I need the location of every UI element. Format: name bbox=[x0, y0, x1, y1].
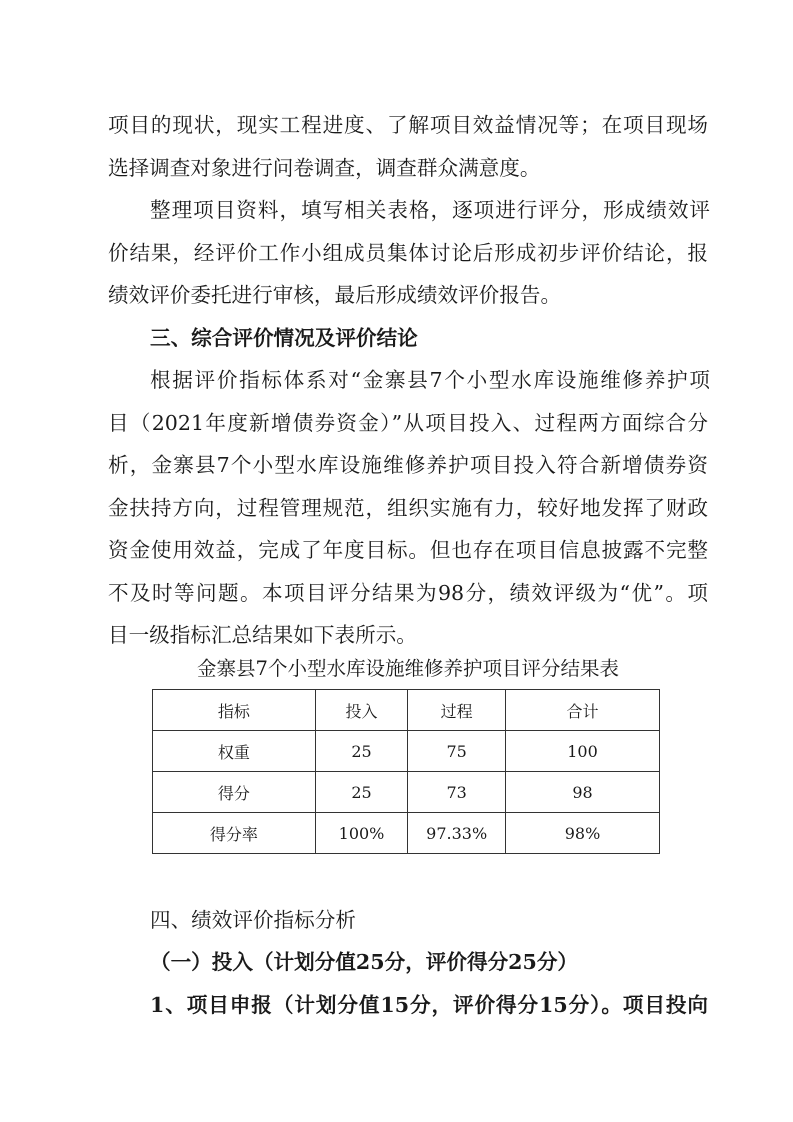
paragraph-line: 绩效评价委托进行审核，最后形成绩效评价报告。 bbox=[108, 283, 562, 307]
table-row bbox=[153, 813, 660, 854]
table-cell: 25 bbox=[315, 731, 408, 772]
table-header-row bbox=[153, 690, 660, 731]
paragraph-line: 项目的现状，现实工程进度、了解项目效益情况等；在项目现场 bbox=[108, 113, 708, 137]
table-header-cell: 过程 bbox=[408, 690, 506, 731]
table-cell: 98 bbox=[506, 772, 660, 813]
table-cell: 75 bbox=[408, 731, 506, 772]
paragraph-line: 资金使用效益，完成了年度目标。但也存在项目信息披露不完整 bbox=[108, 538, 708, 562]
paragraph-line: 目（2021年度新增债券资金）”从项目投入、过程两方面综合分 bbox=[108, 411, 708, 435]
section-heading: 四、绩效评价指标分析 bbox=[150, 908, 356, 932]
table-header-cell: 合计 bbox=[506, 690, 660, 731]
table-cell: 25 bbox=[315, 772, 408, 813]
paragraph-line: 不及时等问题。本项目评分结果为98分，绩效评级为“优”。项 bbox=[108, 581, 708, 605]
table-row bbox=[153, 731, 660, 772]
table-cell: 73 bbox=[408, 772, 506, 813]
paragraph-line: 目一级指标汇总结果如下表所示。 bbox=[108, 623, 417, 647]
paragraph-line: 整理项目资料，填写相关表格，逐项进行评分，形成绩效评 bbox=[150, 198, 710, 222]
table-caption: 金寨县7个小型水库设施维修养护项目评分结果表 bbox=[197, 657, 619, 680]
table-header-cell: 投入 bbox=[315, 690, 408, 731]
table-cell: 98% bbox=[506, 813, 660, 854]
item-heading: 1、项目申报（计划分值15分，评价得分15分）。项目投向 bbox=[150, 993, 708, 1017]
subsection-heading: （一）投入（计划分值25分，评价得分25分） bbox=[150, 950, 579, 974]
table-cell: 权重 bbox=[153, 731, 316, 772]
table-cell: 得分率 bbox=[153, 813, 316, 854]
paragraph-line: 根据评价指标体系对“金寨县7个小型水库设施维修养护项 bbox=[150, 368, 710, 392]
paragraph-line: 金扶持方向，过程管理规范，组织实施有力，较好地发挥了财政 bbox=[108, 496, 708, 520]
table-header-cell: 指标 bbox=[153, 690, 316, 731]
table-cell: 100% bbox=[315, 813, 408, 854]
section-heading: 三、综合评价情况及评价结论 bbox=[150, 326, 418, 350]
paragraph-line: 价结果，经评价工作小组成员集体讨论后形成初步评价结论，报 bbox=[108, 241, 708, 265]
table-cell: 得分 bbox=[153, 772, 316, 813]
table-row bbox=[153, 772, 660, 813]
table-cell: 100 bbox=[506, 731, 660, 772]
table-cell: 97.33% bbox=[408, 813, 506, 854]
paragraph-line: 选择调查对象进行问卷调查，调查群众满意度。 bbox=[108, 156, 541, 180]
paragraph-line: 析，金寨县7个小型水库设施维修养护项目投入符合新增债券资 bbox=[108, 453, 708, 477]
score-table bbox=[152, 689, 660, 854]
